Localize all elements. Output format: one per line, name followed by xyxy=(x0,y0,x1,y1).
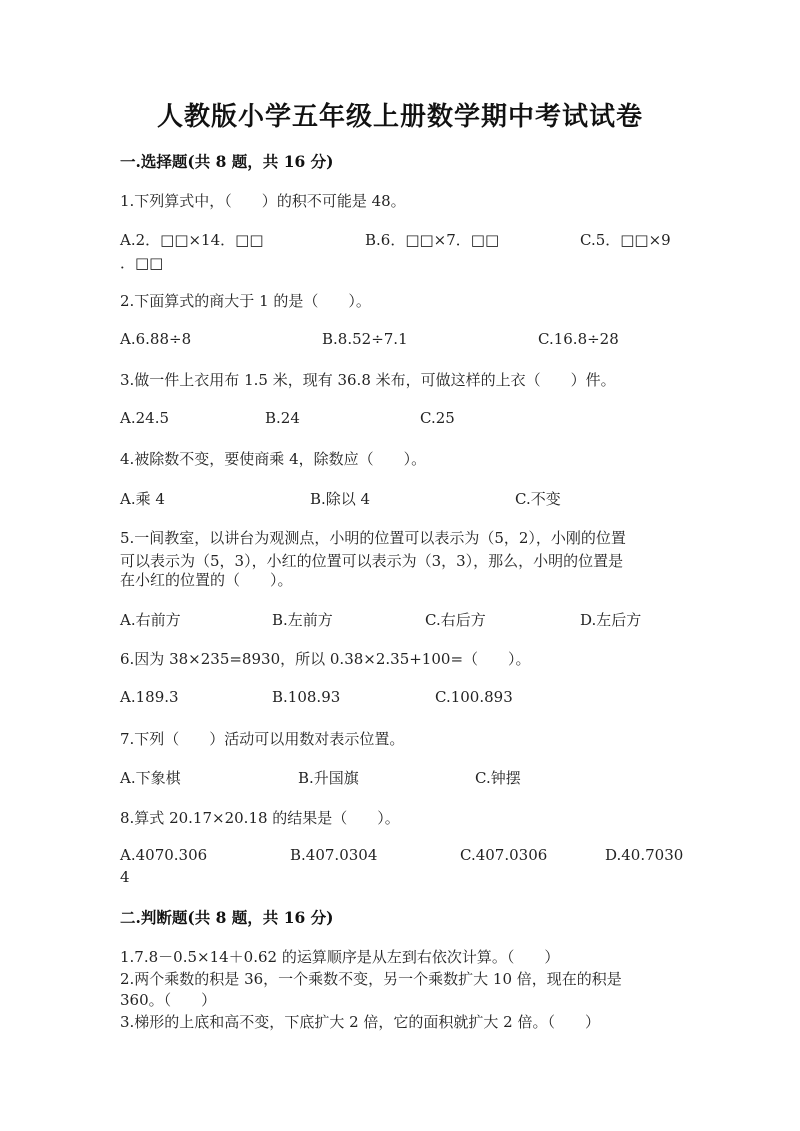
q1-option-a: A.2．□□×14．□□ xyxy=(120,231,264,249)
q8-option-d-wrap: 4 xyxy=(120,868,130,886)
question-4: 4.被除数不变，要使商乘 4，除数应（ ）。 xyxy=(120,450,427,468)
q8-option-a: A.4070.306 xyxy=(120,846,208,864)
question-8: 8.算式 20.17×20.18 的结果是（ ）。 xyxy=(120,809,400,827)
question-5-line-2: 可以表示为（5，3），小红的位置可以表示为（3，3），那么，小明的位置是 xyxy=(120,552,624,570)
page-title: 人教版小学五年级上册数学期中考试试卷 xyxy=(156,102,643,132)
q4-option-b: B.除以 4 xyxy=(310,490,371,508)
q6-option-a: A.189.3 xyxy=(120,688,179,706)
q2-option-b: B.8.52÷7.1 xyxy=(322,330,408,348)
q3-option-a: A.24.5 xyxy=(120,409,169,427)
q2-option-a: A.6.88÷8 xyxy=(120,330,192,348)
q4-option-c: C.不变 xyxy=(515,490,561,508)
q7-option-c: C.钟摆 xyxy=(475,769,521,787)
question-7: 7.下列（ ）活动可以用数对表示位置。 xyxy=(120,730,405,748)
judgement-3: 3.梯形的上底和高不变，下底扩大 2 倍，它的面积就扩大 2 倍。（ ） xyxy=(120,1013,600,1031)
q6-option-b: B.108.93 xyxy=(272,688,341,706)
q1-option-c-wrap: ．□□ xyxy=(120,254,164,272)
section-heading-judgement: 二.判断题(共 8 题，共 16 分) xyxy=(120,908,334,927)
q8-option-b: B.407.0304 xyxy=(290,846,378,864)
q1-option-c: C.5．□□×9 xyxy=(580,231,671,249)
question-2: 2.下面算式的商大于 1 的是（ ）。 xyxy=(120,292,371,310)
q5-option-d: D.左后方 xyxy=(580,611,642,629)
judgement-2-line-2: 360。（ ） xyxy=(120,991,217,1009)
q7-option-b: B.升国旗 xyxy=(298,769,359,787)
q4-option-a: A.乘 4 xyxy=(120,490,165,508)
q6-option-c: C.100.893 xyxy=(435,688,513,706)
q2-option-c: C.16.8÷28 xyxy=(538,330,619,348)
judgement-1: 1.7.8－0.5×14＋0.62 的运算顺序是从左到右依次计算。（ ） xyxy=(120,948,560,966)
question-3: 3.做一件上衣用布 1.5 米，现有 36.8 米布，可做这样的上衣（ ）件。 xyxy=(120,371,616,389)
section-heading-choice: 一.选择题(共 8 题，共 16 分) xyxy=(120,152,334,171)
q7-option-a: A.下象棋 xyxy=(120,769,181,787)
q8-option-d: D.40.7030 xyxy=(605,846,684,864)
q8-option-c: C.407.0306 xyxy=(460,846,548,864)
judgement-2-line-1: 2.两个乘数的积是 36，一个乘数不变，另一个乘数扩大 10 倍，现在的积是 xyxy=(120,970,622,988)
q1-option-b: B.6．□□×7．□□ xyxy=(365,231,500,249)
q5-option-b: B.左前方 xyxy=(272,611,333,629)
question-5-line-3: 在小红的位置的（ ）。 xyxy=(120,571,293,589)
question-6: 6.因为 38×235=8930，所以 0.38×2.35+100=（ ）。 xyxy=(120,650,531,668)
q3-option-b: B.24 xyxy=(265,409,300,427)
q5-option-c: C.右后方 xyxy=(425,611,486,629)
question-1: 1.下列算式中，（ ）的积不可能是 48。 xyxy=(120,192,406,210)
question-5-line-1: 5.一间教室，以讲台为观测点，小明的位置可以表示为（5，2），小刚的位置 xyxy=(120,529,626,547)
q5-option-a: A.右前方 xyxy=(120,611,181,629)
q3-option-c: C.25 xyxy=(420,409,455,427)
